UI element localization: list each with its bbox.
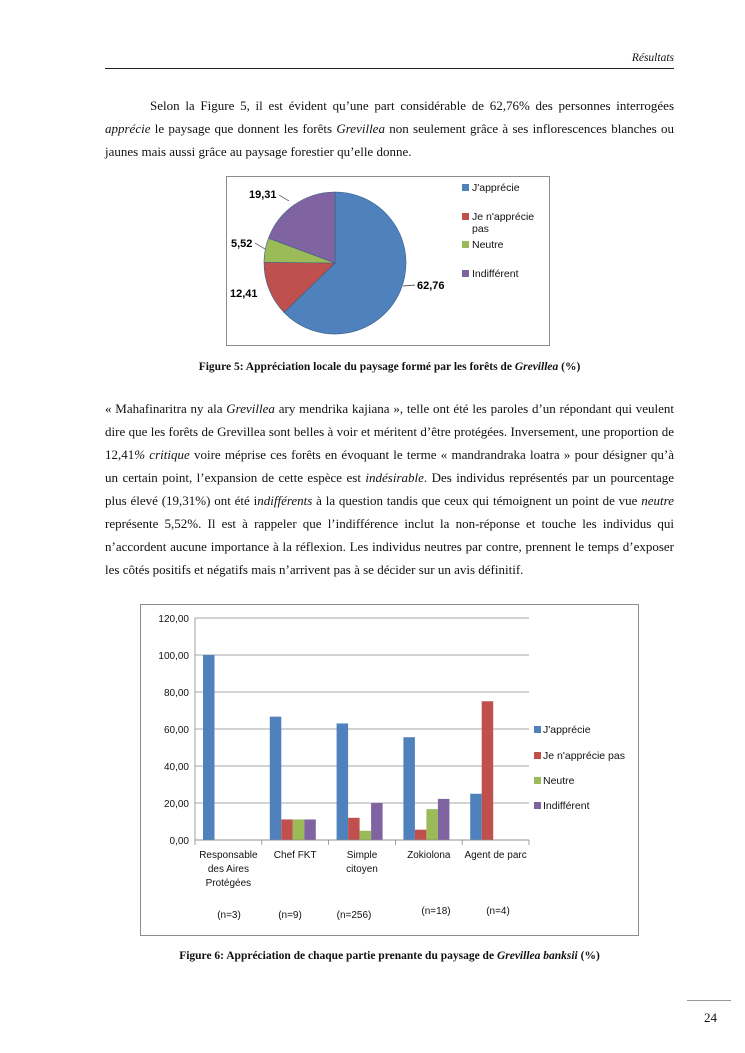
italic-run: Grevillea <box>226 401 275 416</box>
x-category-label: Chef FKT <box>273 850 317 861</box>
legend-label: Je n'apprécie pas <box>543 750 625 762</box>
legend-label: Neutre <box>472 239 504 251</box>
legend-label: Indifférent <box>472 268 519 280</box>
x-category-label: Simple <box>346 850 378 861</box>
legend-label: J'apprécie <box>472 182 520 194</box>
italic-run: apprécie <box>105 121 151 136</box>
legend-label: Je n'apprécie <box>472 211 535 223</box>
bar-3-3 <box>438 799 450 840</box>
sample-size-label: (n=9) <box>278 910 302 921</box>
section-title: Résultats <box>631 52 674 64</box>
y-tick-label: 0,00 <box>169 836 189 847</box>
text-run: à la question tandis que ceux qui témoignent un point de vue <box>312 493 642 508</box>
text-run: non seulement grâce à ses inflorescences blanches ou jaunes mais aussi grâce au paysage forestier qu’elle donne. <box>105 121 674 159</box>
caption-text: Figure 6: Appréciation de chaque partie prenante du paysage de <box>179 950 497 962</box>
caption-text: Figure 5: Appréciation locale du paysage formé par les forêts de <box>198 361 515 373</box>
bar-1-3 <box>304 819 316 840</box>
pie-data-label: 19,31 <box>249 189 277 201</box>
text-run: voire méprise ces forêts en évoquant le terme « mandrandraka loatra » pour désigner qu’à un certain point, l’expansion de cette espèce est <box>105 447 675 485</box>
legend-swatch <box>534 802 541 809</box>
bar-2-1 <box>348 818 360 840</box>
legend-label: Indifférent <box>543 800 590 812</box>
pie-chart-svg <box>227 177 549 345</box>
bar-3-1 <box>415 830 427 840</box>
legend-label: pas <box>472 223 489 235</box>
pie-data-label: 12,41 <box>230 288 258 300</box>
italic-run: ndifférents <box>257 493 313 508</box>
figure6-bar-chart <box>140 604 639 936</box>
legend-swatch <box>462 184 469 191</box>
x-category-label: des Aires <box>207 864 249 875</box>
bar-2-2 <box>360 831 372 840</box>
page-number: 24 <box>704 1010 717 1025</box>
bar-3-0 <box>403 737 415 840</box>
bar-1-1 <box>281 819 293 840</box>
legend-swatch <box>534 726 541 733</box>
pie-data-label: 62,76 <box>417 280 445 292</box>
bar-0-0 <box>203 655 215 840</box>
text-run: « Mahafinaritra ny ala <box>105 401 227 416</box>
pie-leader-line <box>279 195 289 201</box>
sample-size-label: (n=256) <box>336 910 372 921</box>
text-run: représente 5,52%. Il est à rappeler que l’indifférence inclut la non-réponse et touche les individus qui n’accordent aucune importance à la réflexion. Les individus neutres par contre, prennent le temps d’exposer les côtés positifs et négatifs mais n’arrivent pas à se décider sur un avis définitif. <box>105 516 674 577</box>
legend-label: J'apprécie <box>543 724 591 736</box>
bar-1-2 <box>293 819 305 840</box>
text-run: le paysage que donnent les forêts <box>150 121 337 136</box>
bar-3-2 <box>426 809 438 840</box>
text-run: . Des individus représentés par un pourcentage plus élevé (19,31%) ont été i <box>105 470 675 508</box>
x-category-label: Zokiolona <box>407 850 451 861</box>
pie-leader-line <box>255 243 265 249</box>
y-tick-label: 120,00 <box>158 614 189 625</box>
legend-swatch <box>462 241 469 248</box>
paragraph-figure5-intro <box>105 94 674 163</box>
caption-italic: Grevillea <box>514 361 559 373</box>
figure5-pie-chart <box>226 176 550 346</box>
x-category-label: Agent de parc <box>464 850 527 861</box>
x-category-label: citoyen <box>346 864 378 875</box>
italic-run: neutre <box>641 493 674 508</box>
italic-run: % critique <box>134 447 190 462</box>
caption-italic: Grevillea banksii <box>496 950 578 962</box>
text-run: ary mendrika kajiana », telle ont été les paroles d’un répondant qui veulent dire que les forêts de Grevillea sont belles à voir et méritent d’être protégées. Inversement, une proportion de 12,41 <box>105 401 675 462</box>
legend-swatch <box>534 777 541 784</box>
pie-leader-line <box>403 285 415 286</box>
italic-run: Grevillea <box>336 121 385 136</box>
y-tick-label: 100,00 <box>158 651 189 662</box>
y-tick-label: 80,00 <box>163 688 189 699</box>
bar-chart-svg <box>141 605 638 935</box>
page-number-rule <box>687 1000 731 1001</box>
pie-data-label: 5,52 <box>231 238 253 250</box>
legend-swatch <box>462 270 469 277</box>
bar-2-0 <box>337 723 349 840</box>
sample-size-label: (n=18) <box>421 906 451 917</box>
y-tick-label: 20,00 <box>163 799 189 810</box>
caption-text: (%) <box>558 361 581 373</box>
figure6-caption <box>105 950 674 962</box>
y-tick-label: 40,00 <box>163 762 189 773</box>
y-tick-label: 60,00 <box>163 725 189 736</box>
italic-run: indésirable <box>365 470 424 485</box>
bar-2-3 <box>371 803 383 840</box>
caption-text: (%) <box>577 950 600 962</box>
paragraph-figure5-discussion <box>105 397 674 581</box>
legend-swatch <box>462 213 469 220</box>
legend-label: Neutre <box>543 775 575 787</box>
bar-4-1 <box>482 701 494 840</box>
page-header <box>105 52 674 69</box>
text-run: Selon la Figure 5, il est évident qu’une part considérable de 62,76% des personnes interrogées <box>150 98 674 113</box>
sample-size-label: (n=3) <box>217 910 241 921</box>
bar-1-0 <box>270 717 282 840</box>
figure5-caption <box>105 361 674 373</box>
legend-swatch <box>534 752 541 759</box>
sample-size-label: (n=4) <box>486 906 510 917</box>
x-category-label: Protégées <box>205 878 252 889</box>
bar-4-0 <box>470 794 482 840</box>
x-category-label: Responsable <box>199 850 258 861</box>
